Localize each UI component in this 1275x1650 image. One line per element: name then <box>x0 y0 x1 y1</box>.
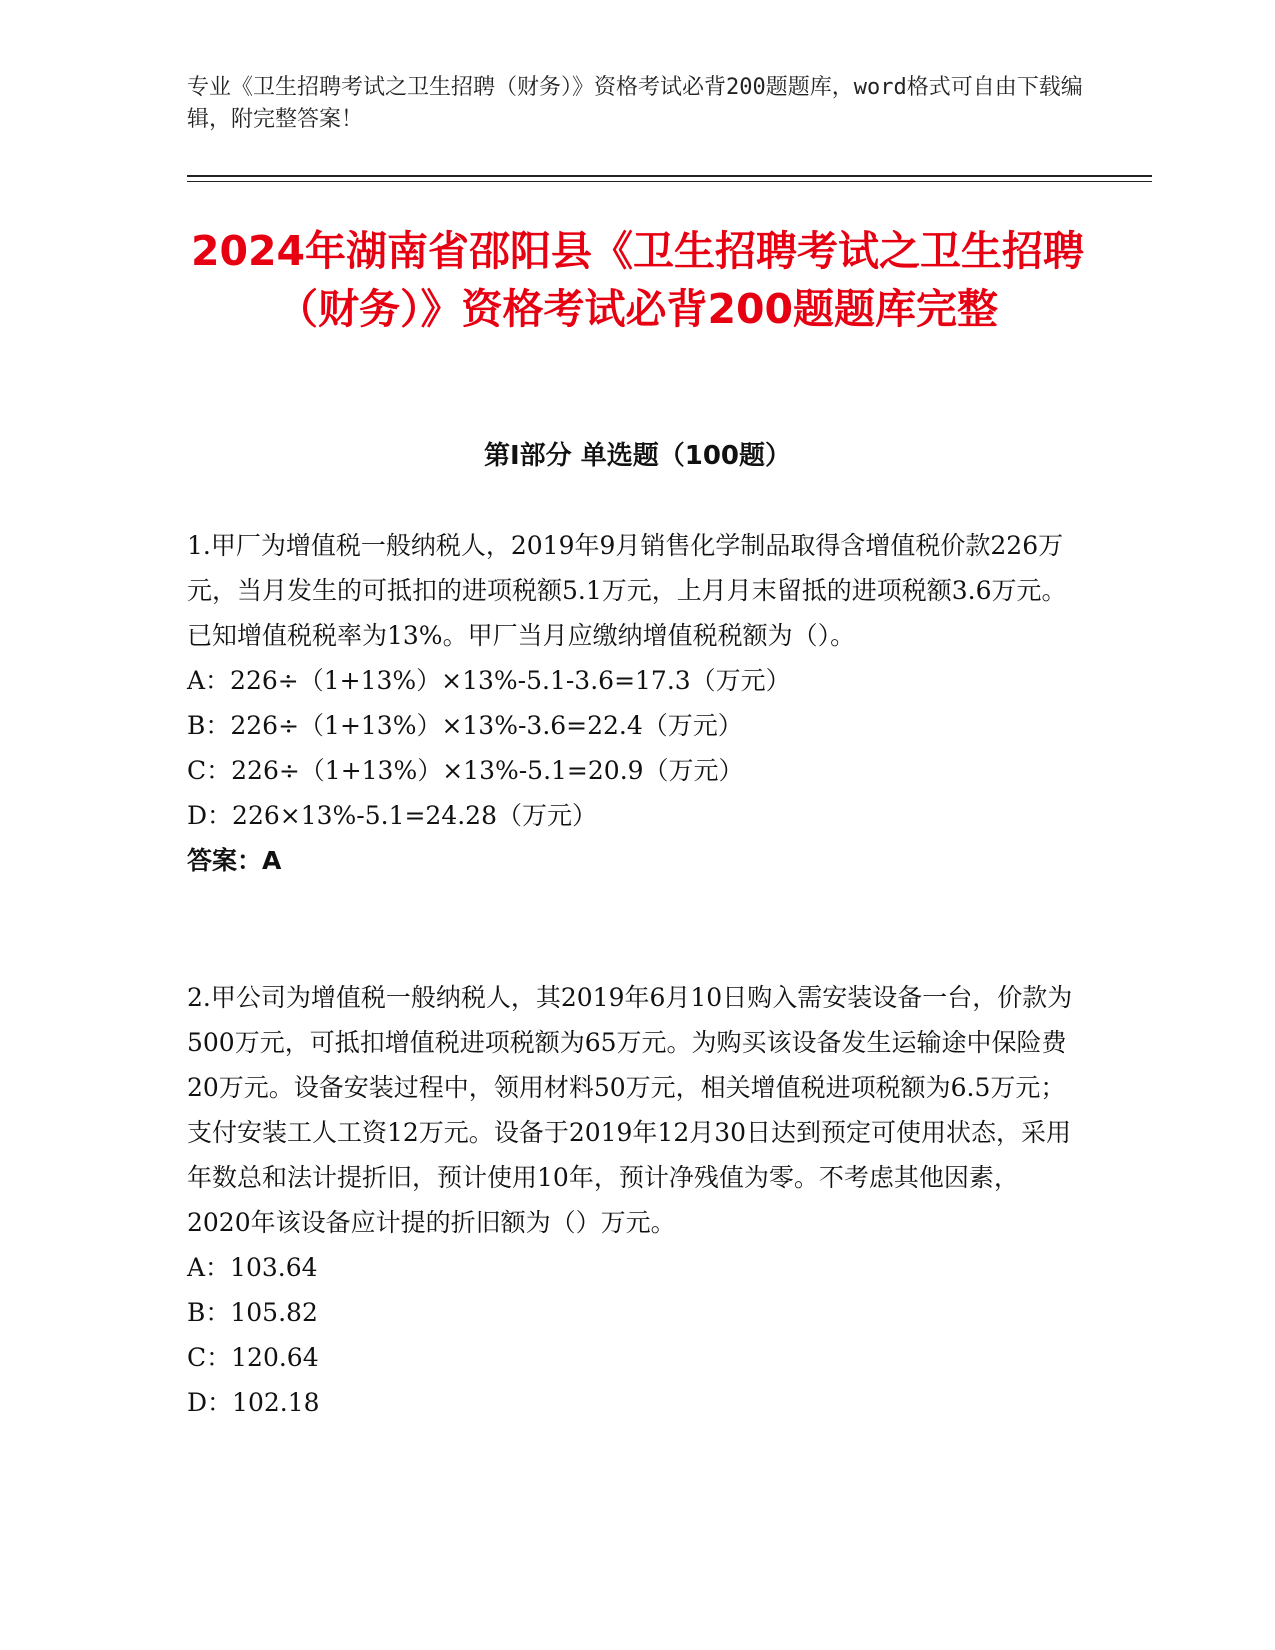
option-c: C：120.64 <box>187 1343 319 1372</box>
header-divider <box>187 175 1152 177</box>
option-b: B：226÷（1+13%）×13%-3.6=22.4（万元） <box>187 711 743 740</box>
option-d: D：102.18 <box>187 1388 320 1417</box>
question-stem: 1.甲厂为增值税一般纳税人，2019年9月销售化学制品取得含增值税价款226万元，当月发生的可抵扣的进项税额5.1万元，上月月末留抵的进项税额3.6万元。已知增值税税率为13%。甲厂当月应缴纳增值税税额为（）。 <box>187 531 1067 650</box>
option-a: A：226÷（1+13%）×13%-5.1-3.6=17.3（万元） <box>187 666 791 695</box>
document-title: 2024年湖南省邵阳县《卫生招聘考试之卫生招聘（财务）》资格考试必背200题题库完整 <box>190 227 1085 333</box>
option-b: B：105.82 <box>187 1298 318 1327</box>
question-2 <box>187 975 1077 1425</box>
question-1 <box>187 523 1077 883</box>
header-note: 专业《卫生招聘考试之卫生招聘（财务）》资格考试必背200题题库，word格式可自由下载编辑，附完整答案！ <box>187 75 1083 132</box>
option-c: C：226÷（1+13%）×13%-5.1=20.9（万元） <box>187 756 744 785</box>
answer-line: 答案：A <box>187 846 282 875</box>
question-stem: 2.甲公司为增值税一般纳税人，其2019年6月10日购入需安装设备一台，价款为500万元，可抵扣增值税进项税额为65万元。为购买该设备发生运输途中保险费20万元。设备安装过程中，领用材料50万元，相关增值税进项税额为6.5万元；支付安装工人工资12万元。设备于2019年12月30日达到预定可使用状态，采用年数总和法计提折旧，预计使用10年，预计净残值为零。不考虑其他因素，2020年该设备应计提的折旧额为（）万元。 <box>187 983 1073 1237</box>
option-a: A：103.64 <box>187 1253 318 1282</box>
option-d: D：226×13%-5.1=24.28（万元） <box>187 801 597 830</box>
header-divider-thin <box>187 181 1152 182</box>
section-heading: 第I部分 单选题（100题） <box>484 441 791 471</box>
